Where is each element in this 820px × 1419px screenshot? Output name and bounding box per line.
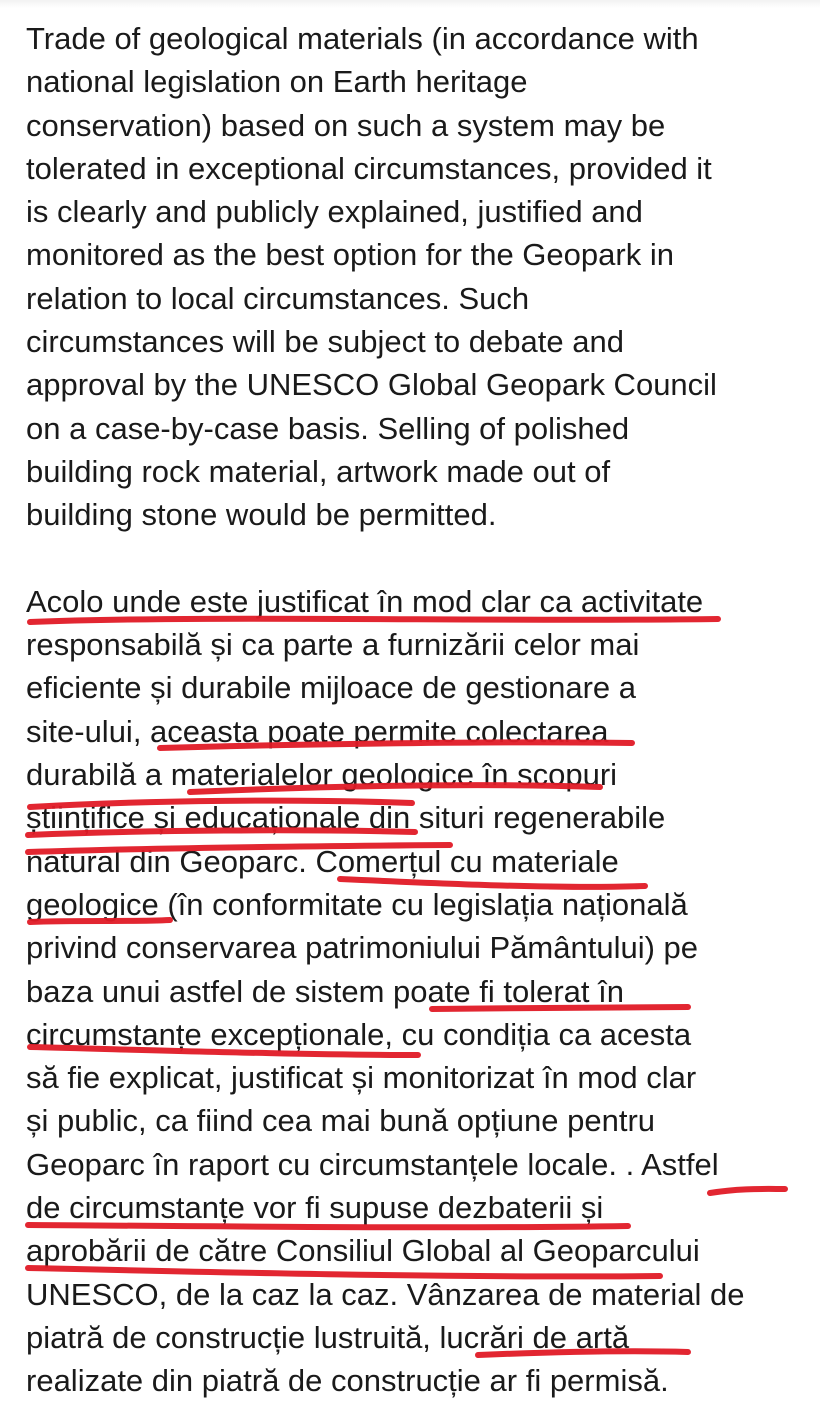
text-line: științifice și educaționale din situri regenerabile <box>26 800 666 836</box>
document-text <box>26 17 816 1403</box>
text-line: circumstances will be subject to debate and <box>26 324 624 360</box>
text-line: Trade of geological materials (in accordance with <box>26 21 699 56</box>
text-line: monitored as the best option for the Geopark in <box>26 237 674 273</box>
text-line: responsabilă și ca parte a furnizării celor mai <box>26 627 640 663</box>
romanian-paragraph <box>26 580 816 1403</box>
text-line: aprobării de către Consiliul Global al Geoparcului <box>26 1233 700 1269</box>
text-line: geologice (în conformitate cu legislația națională <box>26 886 688 922</box>
text-line: circumstanțe excepționale, cu condiția ca acesta <box>26 1016 692 1052</box>
english-paragraph <box>26 17 816 537</box>
text-line: is clearly and publicly explained, justified and <box>26 194 643 230</box>
text-line: realizate din piatră de construcție ar fi permisă. <box>26 1363 669 1399</box>
text-line: Geoparc în raport cu circumstanțele locale. . Astfel <box>26 1146 719 1182</box>
text-line: Acolo unde este justificat în mod clar ca activitate <box>26 583 704 619</box>
text-line: UNESCO, de la caz la caz. Vânzarea de material de <box>26 1276 745 1312</box>
text-line: tolerated in exceptional circumstances, provided it <box>26 150 712 186</box>
text-line: eficiente și durabile mijloace de gestionare a <box>26 670 637 706</box>
top-edge-shadow <box>0 0 820 8</box>
text-line: natural din Geoparc. Comerțul cu materiale <box>26 843 619 879</box>
text-line: conservation) based on such a system may be <box>26 107 666 143</box>
text-line: approval by the UNESCO Global Geopark Council <box>26 367 717 403</box>
text-line: să fie explicat, justificat și monitorizat în mod clar <box>26 1060 697 1096</box>
text-line: durabilă a materialelor geologice în scopuri <box>26 757 618 793</box>
text-line: building stone would be permitted. <box>26 497 497 533</box>
text-line: national legislation on Earth heritage <box>26 64 528 100</box>
text-line: baza unui astfel de sistem poate fi tolerat în <box>26 973 624 1009</box>
text-line: building rock material, artwork made out of <box>26 453 611 489</box>
text-line: și public, ca fiind cea mai bună opțiune pentru <box>26 1103 656 1139</box>
text-line: piatră de construcție lustruită, lucrări de artă <box>26 1319 630 1355</box>
paragraph-gap <box>26 537 816 580</box>
text-line: on a case-by-case basis. Selling of polished <box>26 410 630 446</box>
text-line: privind conservarea patrimoniului Pământului) pe <box>26 930 699 966</box>
text-line: de circumstanțe vor fi supuse dezbaterii și <box>26 1190 604 1226</box>
text-line: site-ului, aceasta poate permite colectarea <box>26 713 609 749</box>
text-line: relation to local circumstances. Such <box>26 280 530 316</box>
